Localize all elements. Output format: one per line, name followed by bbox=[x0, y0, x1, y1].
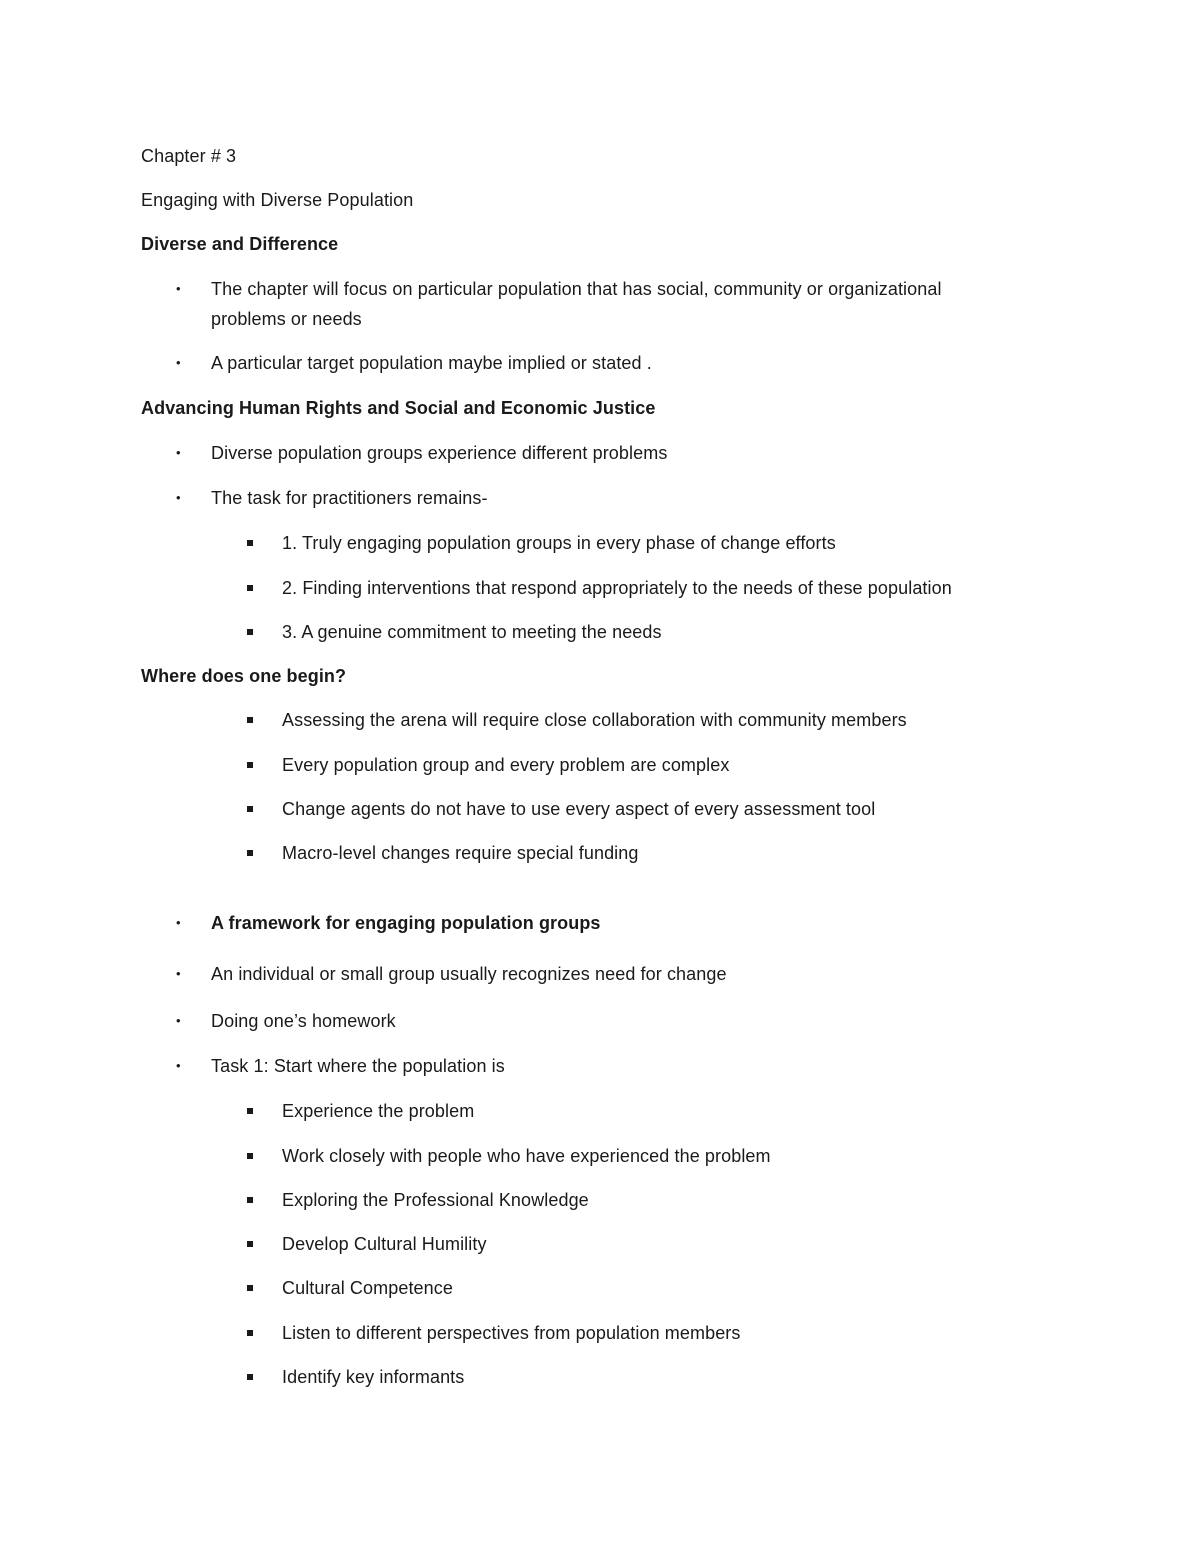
square-bullet-icon bbox=[247, 540, 253, 546]
square-bullet-icon bbox=[247, 1241, 253, 1247]
sub-list-item: Develop Cultural Humility bbox=[282, 1234, 487, 1254]
bullet-icon: • bbox=[176, 355, 181, 370]
square-bullet-icon bbox=[247, 1108, 253, 1114]
sub-list-item: 3. A genuine commitment to meeting the needs bbox=[282, 622, 662, 642]
square-bullet-icon bbox=[247, 1374, 253, 1380]
bullet-icon: • bbox=[176, 966, 181, 981]
sub-list-item: Every population group and every problem are complex bbox=[282, 755, 730, 775]
sub-list-item: Cultural Competence bbox=[282, 1278, 453, 1298]
square-bullet-icon bbox=[247, 762, 253, 768]
bullet-icon: • bbox=[176, 490, 181, 505]
square-bullet-icon bbox=[247, 585, 253, 591]
sub-list-item: Listen to different perspectives from population members bbox=[282, 1323, 741, 1343]
section-heading-where-begin: Where does one begin? bbox=[141, 666, 347, 686]
section-heading-human-rights: Advancing Human Rights and Social and Economic Justice bbox=[141, 398, 656, 418]
sub-list-item: Identify key informants bbox=[282, 1367, 465, 1387]
section-heading-diverse: Diverse and Difference bbox=[141, 234, 339, 254]
list-item: A particular target population maybe implied or stated . bbox=[211, 353, 652, 373]
list-item: An individual or small group usually recognizes need for change bbox=[211, 964, 727, 984]
sub-list-item: Macro-level changes require special funding bbox=[282, 843, 639, 863]
list-item: Diverse population groups experience different problems bbox=[211, 443, 668, 463]
sub-list-item: 2. Finding interventions that respond appropriately to the needs of these population bbox=[282, 578, 952, 598]
list-item: The chapter will focus on particular population that has social, community or organizational bbox=[211, 279, 942, 299]
sub-list-item: Work closely with people who have experienced the problem bbox=[282, 1146, 771, 1166]
bullet-icon: • bbox=[176, 915, 181, 930]
square-bullet-icon bbox=[247, 850, 253, 856]
sub-list-item: Change agents do not have to use every aspect of every assessment tool bbox=[282, 799, 876, 819]
list-item: The task for practitioners remains- bbox=[211, 488, 488, 508]
chapter-title: Chapter # 3 bbox=[141, 146, 237, 166]
chapter-subtitle: Engaging with Diverse Population bbox=[141, 190, 414, 210]
sub-list-item: Experience the problem bbox=[282, 1101, 475, 1121]
bullet-icon: • bbox=[176, 1013, 181, 1028]
list-item-framework: A framework for engaging population groups bbox=[211, 913, 601, 933]
bullet-icon: • bbox=[176, 1058, 181, 1073]
square-bullet-icon bbox=[247, 1330, 253, 1336]
bullet-icon: • bbox=[176, 281, 181, 296]
square-bullet-icon bbox=[247, 1285, 253, 1291]
square-bullet-icon bbox=[247, 1197, 253, 1203]
list-item: Doing one’s homework bbox=[211, 1011, 396, 1031]
square-bullet-icon bbox=[247, 1153, 253, 1159]
square-bullet-icon bbox=[247, 717, 253, 723]
sub-list-item: Assessing the arena will require close collaboration with community members bbox=[282, 710, 907, 730]
square-bullet-icon bbox=[247, 629, 253, 635]
sub-list-item: 1. Truly engaging population groups in every phase of change efforts bbox=[282, 533, 836, 553]
bullet-icon: • bbox=[176, 445, 181, 460]
square-bullet-icon bbox=[247, 806, 253, 812]
sub-list-item: Exploring the Professional Knowledge bbox=[282, 1190, 589, 1210]
list-item-continuation: problems or needs bbox=[211, 309, 362, 329]
list-item: Task 1: Start where the population is bbox=[211, 1056, 505, 1076]
